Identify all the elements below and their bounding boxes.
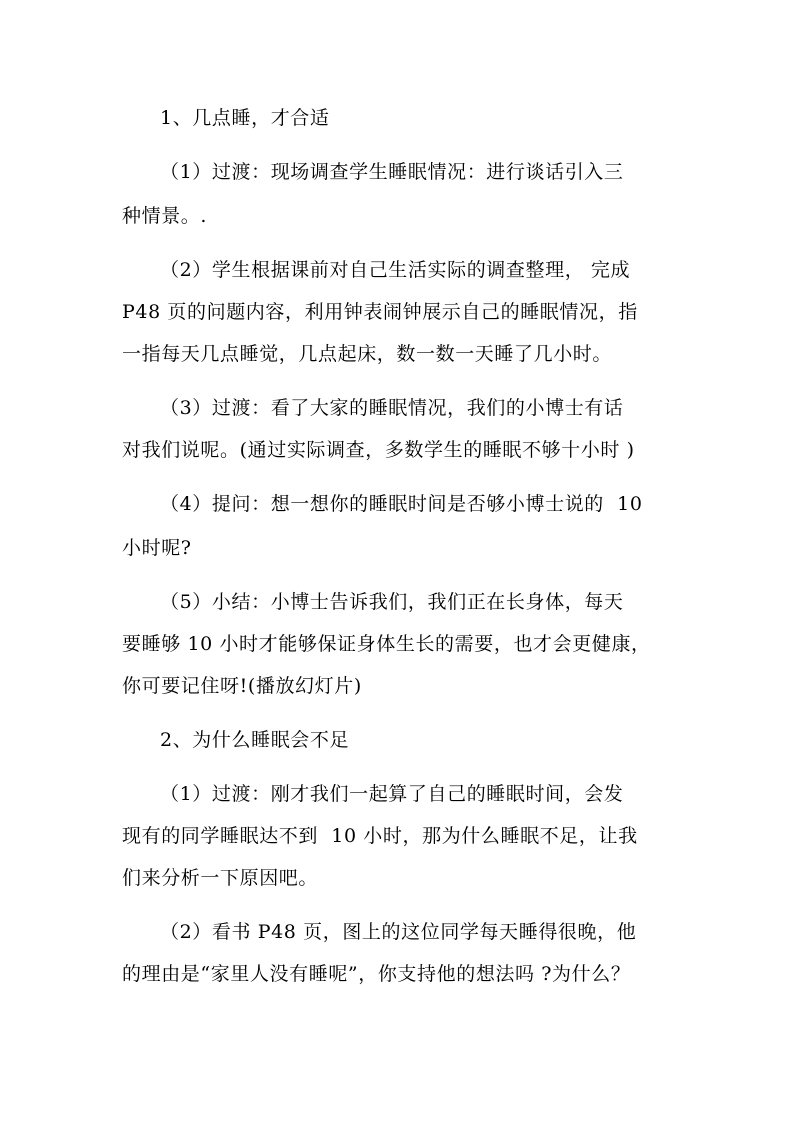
section-heading-2: 2、为什么睡眠会不足 [160,729,350,751]
paragraph-line: （2）学生根据课前对自己生活实际的调查整理， 完成 [160,259,631,281]
paragraph-line: 的理由是“家里人没有睡呢”，你支持他的想法吗 ?为什么？ [122,963,631,985]
paragraph-line: 小时呢? [122,537,192,559]
paragraph-line: 一指每天几点睡觉，几点起床，数一数一天睡了几小时。 [122,343,613,365]
paragraph-line: （3）过渡：看了大家的睡眠情况，我们的小博士有话 [160,397,624,419]
paragraph-line: （2）看书 P48 页，图上的这位同学每天睡得很晚，他 [160,921,637,943]
paragraph-line: 对我们说呢。(通过实际调查，多数学生的睡眠不够十小时 ) [122,439,635,461]
paragraph-line: 要睡够 10 小时才能够保证身体生长的需要，也才会更健康， [122,633,651,655]
paragraph-line: 种情景。. [122,205,208,227]
section-heading-1: 1、几点睡，才合适 [160,107,330,129]
paragraph-line: P48 页的问题内容，利用钟表闹钟展示自己的睡眠情况，指 [122,301,638,323]
paragraph-line: （1）过渡：现场调查学生睡眠情况：进行谈话引入三 [160,161,624,183]
paragraph-line: （4）提问：想一想你的睡眠时间是否够小博士说的 10 [160,493,643,515]
paragraph-line: 们来分析一下原因吧。 [122,867,319,889]
paragraph-line: 你可要记住呀!(播放幻灯片) [122,675,362,697]
paragraph-line: （1）过渡：刚才我们一起算了自己的睡眠时间，会发 [160,783,624,805]
paragraph-line: 现有的同学睡眠达不到 10 小时，那为什么睡眠不足，让我 [122,825,638,847]
paragraph-line: （5）小结：小博士告诉我们，我们正在长身体，每天 [160,591,624,613]
